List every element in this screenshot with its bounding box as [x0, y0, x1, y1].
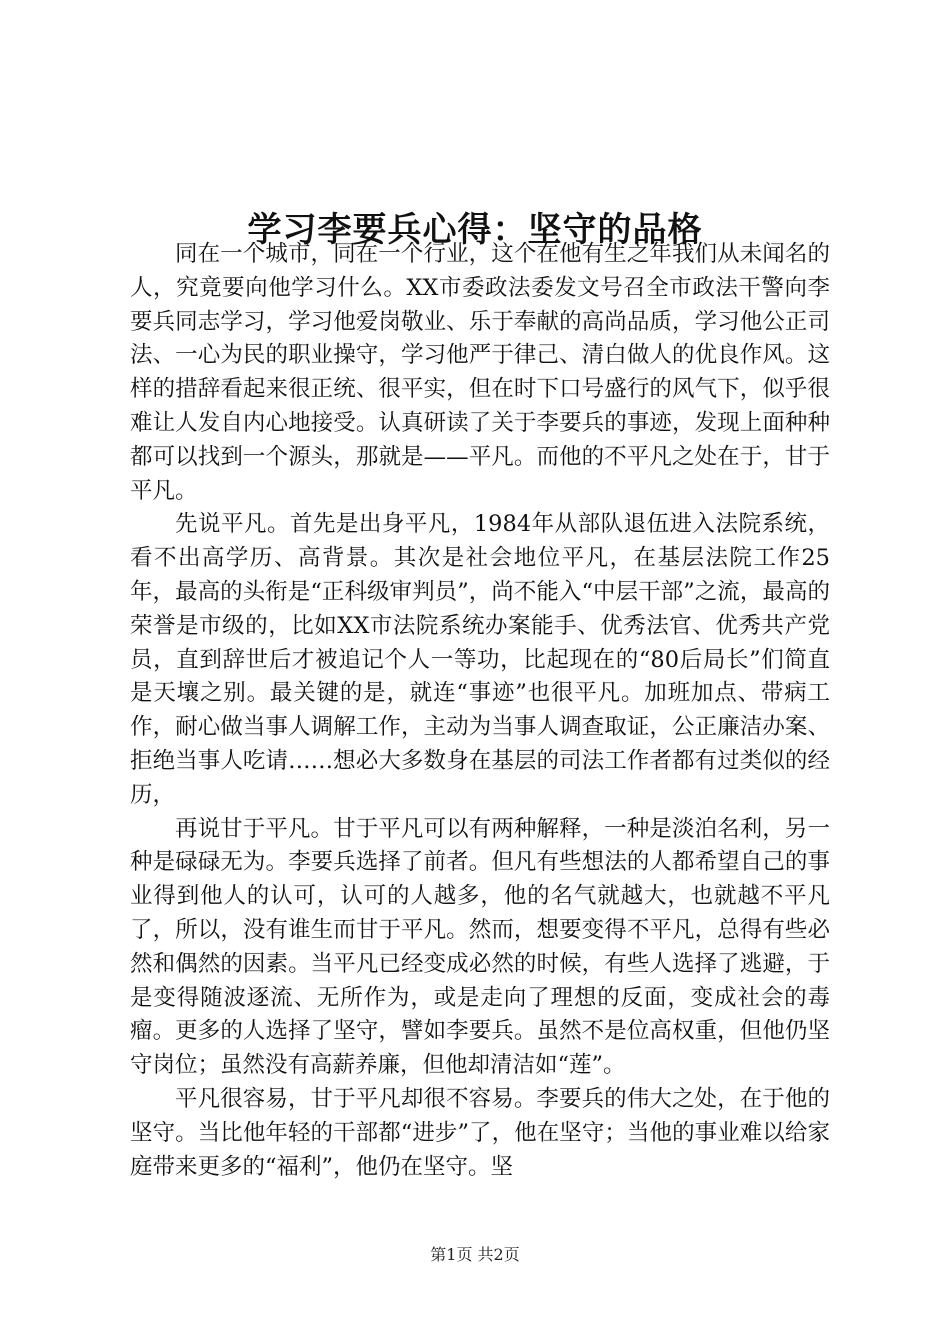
paragraph-3: 再说甘于平凡。甘于平凡可以有两种解释，一种是淡泊名利，另一种是碌碌无为。李要兵选择了前者。但凡有些想法的人都希望自己的事业得到他人的认可，认可的人越多，他的名气就越大，也就越不平凡了，所以，没有谁生而甘于平凡。然而，想要变得不平凡，总得有些必然和偶然的因素。当平凡已经变成必然的时候，有些人选择了逃避，于是变得随波逐流、无所作为，或是走向了理想的反面，变成社会的毒瘤。更多的人选择了坚守，譬如李要兵。虽然不是位高权重，但他仍坚守岗位；虽然没有高薪养廉，但他却清洁如“莲”。 [130, 815, 830, 1079]
page-footer: 第1页 共2页 [430, 1245, 520, 1264]
document-title: 学习李要兵心得：坚守的品格 [247, 209, 703, 250]
document-body [130, 238, 830, 1184]
paragraph-2: 先说平凡。首先是出身平凡，1984年从部队退伍进入法院系统，看不出高学历、高背景。其次是社会地位平凡，在基层法院工作25年，最高的头衔是“正科级审判员”，尚不能入“中层干部”之流，最高的荣誉是市级的，比如XX市法院系统办案能手、优秀法官、优秀共产党员，直到辞世后才被追记个人一等功，比起现在的“80后局长”们简直是天壤之别。最关键的是，就连“事迹”也很平凡。加班加点、带病工作，耐心做当事人调解工作，主动为当事人调查取证，公正廉洁办案、拒绝当事人吃请……想必大多数身在基层的司法工作者都有过类似的经历， [130, 511, 830, 808]
paragraph-4: 平凡很容易，甘于平凡却很不容易。李要兵的伟大之处，在于他的坚守。当比他年轻的干部都“进步”了，他在坚守；当他的事业难以给家庭带来更多的“福利”，他仍在坚守。坚 [130, 1085, 830, 1180]
paragraph-1: 同在一个城市，同在一个行业，这个在他有生之年我们从未闻名的人，究竟要向他学习什么。XX市委政法委发文号召全市政法干警向李要兵同志学习，学习他爱岗敬业、乐于奉献的高尚品质，学习他公正司法、一心为民的职业操守，学习他严于律己、清白做人的优良作风。这样的措辞看起来很正统、很平实，但在时下口号盛行的风气下，似乎很难让人发自内心地接受。认真研读了关于李要兵的事迹，发现上面种种都可以找到一个源头，那就是——平凡。而他的不平凡之处在于，甘于平凡。 [130, 241, 830, 504]
